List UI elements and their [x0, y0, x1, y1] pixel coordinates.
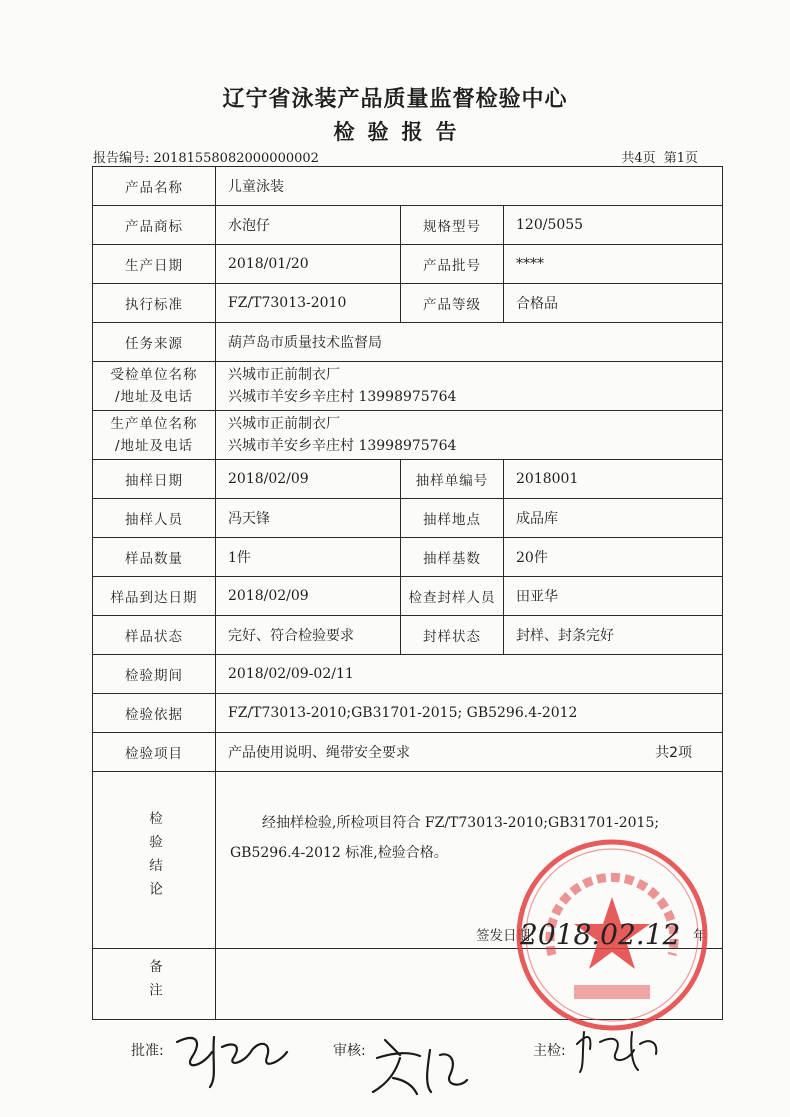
row-sample-state	[93, 616, 723, 655]
label-prod-date: 生产日期	[93, 245, 216, 284]
conclusion-text: 经抽样检验,所检项目符合 FZ/T73013-2010;GB31701-2015; GB5296.4-2012 标准,检验合格。	[230, 815, 660, 861]
row-prod-date	[93, 245, 723, 284]
value-sample-base: 20件	[504, 538, 723, 577]
chief-inspector-label: 主检:	[533, 1043, 566, 1059]
label-product-name: 产品名称	[93, 167, 216, 206]
value-sample-state: 完好、符合检验要求	[216, 616, 401, 655]
row-product-name	[93, 167, 723, 206]
row-period	[93, 655, 723, 694]
label-producer-unit	[93, 411, 216, 460]
page-info: 共4页 第1页	[621, 151, 698, 166]
value-grade: 合格品	[504, 284, 723, 323]
value-product-name: 儿童泳装	[216, 167, 723, 206]
handwritten-sign-date: 2018.02.12	[520, 918, 681, 951]
value-producer-unit-addr: 兴城市羊安乡辛庄村 13998975764	[228, 438, 457, 454]
row-items	[93, 733, 723, 772]
label-period: 检验期间	[93, 655, 216, 694]
document-title: 检验报告	[333, 120, 470, 144]
label-sample-no: 抽样单编号	[401, 460, 504, 499]
items-count: 共2项	[655, 745, 692, 761]
label-items: 检验项目	[93, 733, 216, 772]
org-title: 辽宁省泳装产品质量监督检验中心	[222, 87, 568, 112]
value-inspected-unit-addr: 兴城市羊安乡辛庄村 13998975764	[228, 389, 457, 405]
label-sampler: 抽样人员	[93, 499, 216, 538]
label-model: 规格型号	[401, 206, 504, 245]
value-batch: ****	[504, 245, 723, 284]
label-inspected-unit	[93, 362, 216, 411]
row-arrive-date	[93, 577, 723, 616]
value-sealer: 田亚华	[504, 577, 723, 616]
row-basis	[93, 694, 723, 733]
row-sample-qty	[93, 538, 723, 577]
sign-date-year-char: 年	[693, 928, 707, 944]
row-inspected-unit	[93, 362, 723, 411]
label-basis: 检验依据	[93, 694, 216, 733]
label-sealer: 检查封样人员	[401, 577, 504, 616]
value-producer-unit-name: 兴城市正前制衣厂	[228, 416, 340, 432]
label-sample-qty: 样品数量	[93, 538, 216, 577]
review-label: 审核:	[333, 1043, 366, 1059]
value-inspected-unit	[216, 362, 723, 411]
value-items-cell	[216, 733, 723, 772]
value-sample-place: 成品库	[504, 499, 723, 538]
label-batch: 产品批号	[401, 245, 504, 284]
value-items: 产品使用说明、绳带安全要求	[228, 745, 410, 761]
value-sample-no: 2018001	[504, 460, 723, 499]
value-sample-date: 2018/02/09	[216, 460, 401, 499]
value-period: 2018/02/09-02/11	[216, 655, 723, 694]
row-producer-unit	[93, 411, 723, 460]
row-trademark	[93, 206, 723, 245]
label-remark-cell	[93, 949, 216, 1020]
label-trademark: 产品商标	[93, 206, 216, 245]
approve-label: 批准:	[131, 1043, 164, 1059]
label-inspected-unit-2: /地址及电话	[114, 389, 194, 405]
label-sample-base: 抽样基数	[401, 538, 504, 577]
row-sample-date	[93, 460, 723, 499]
label-standard: 执行标准	[93, 284, 216, 323]
approver-signature-icon	[172, 1022, 292, 1092]
label-producer-unit-1: 生产单位名称	[110, 416, 198, 432]
reviewer-signature-icon	[365, 1030, 475, 1100]
label-seal-state: 封样状态	[401, 616, 504, 655]
row-sampler	[93, 499, 723, 538]
value-inspected-unit-name: 兴城市正前制衣厂	[228, 367, 340, 383]
label-sample-place: 抽样地点	[401, 499, 504, 538]
value-model: 120/5055	[504, 206, 723, 245]
value-prod-date: 2018/01/20	[216, 245, 401, 284]
sign-date-label: 签发日期:	[476, 928, 535, 944]
row-task-source	[93, 323, 723, 362]
value-task-source: 葫芦岛市质量技术监督局	[216, 323, 723, 362]
label-arrive-date: 样品到达日期	[93, 577, 216, 616]
label-task-source: 任务来源	[93, 323, 216, 362]
label-remark: 备注	[146, 958, 162, 1006]
label-producer-unit-2: /地址及电话	[114, 438, 194, 454]
value-basis: FZ/T73013-2010;GB31701-2015; GB5296.4-2012	[216, 694, 723, 733]
value-standard: FZ/T73013-2010	[216, 284, 401, 323]
label-sample-date: 抽样日期	[93, 460, 216, 499]
label-grade: 产品等级	[401, 284, 504, 323]
label-conclusion: 检验结论	[146, 811, 162, 905]
label-sample-state: 样品状态	[93, 616, 216, 655]
value-arrive-date: 2018/02/09	[216, 577, 401, 616]
row-standard	[93, 284, 723, 323]
value-sampler: 冯天锋	[216, 499, 401, 538]
chief-signature-icon	[572, 1024, 662, 1074]
report-number: 报告编号: 20181558082000000002	[93, 151, 319, 166]
value-trademark: 水泡仔	[216, 206, 401, 245]
label-inspected-unit-1: 受检单位名称	[110, 367, 198, 383]
label-conclusion-cell	[93, 772, 216, 949]
value-seal-state: 封样、封条完好	[504, 616, 723, 655]
value-producer-unit	[216, 411, 723, 460]
value-sample-qty: 1件	[216, 538, 401, 577]
